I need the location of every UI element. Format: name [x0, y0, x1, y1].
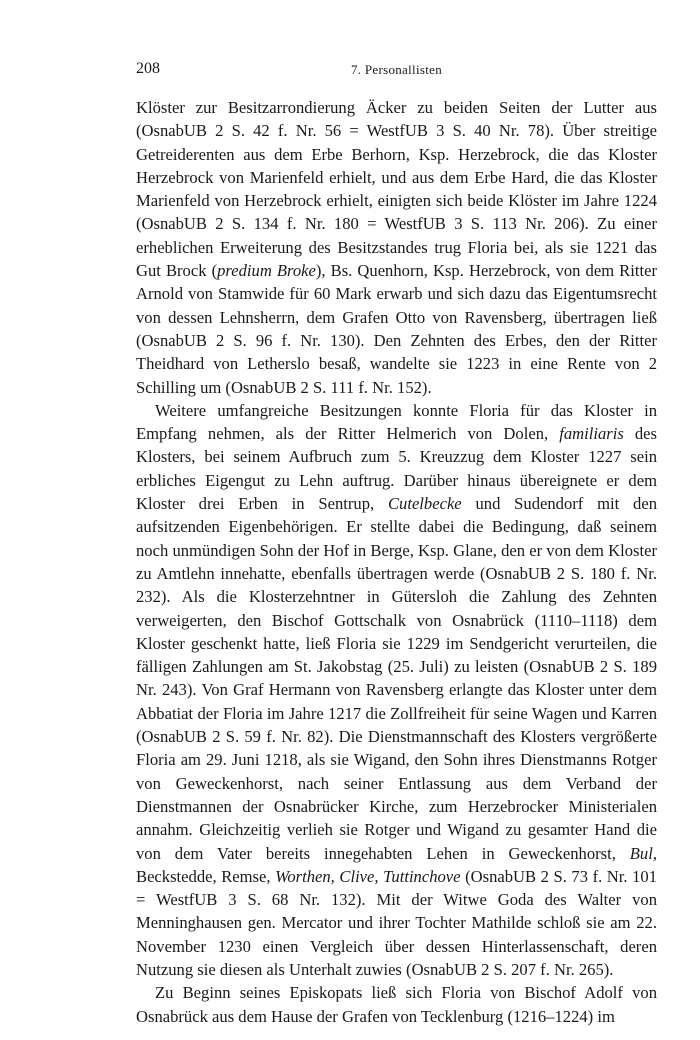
page-number: 208 — [136, 60, 160, 77]
paragraph-2: Weitere umfangreiche Besitzungen konnte Floria für das Kloster in Empfang nehmen, als der Ritter Helmerich von Dolen, familiaris des Klosters, bei seinem Aufbruch zum 5. Kreuzzug dem Kloster 1227 sein erbliches Eigengut zu Lehn auftrug. Darüber hinaus übereignete er dem Kloster drei Erben in Sentrup, Cutelbecke und Sudendorf mit den aufsitzenden Eigenbehörigen. Er stellte dabei die Bedingung, daß seinem noch unmündigen Sohn der Hof in Berge, Ksp. Glane, den er von dem Kloster zu Amtlehn innehatte, ebenfalls übertragen werde (OsnabUB 2 S. 180 f. Nr. 232). Als die Klosterzehntner in Gütersloh die Zahlung des Zehnten verweigerten, den Bischof Gottschalk von Osnabrück (1110–1118) dem Kloster geschenkt hatte, ließ Floria sie 1229 im Sendgericht verurteilen, die fälligen Zahlungen am St. Jakobstag (25. Juli) zu leisten (OsnabUB 2 S. 189 Nr. 243). Von Graf Hermann von Ravensberg erlangte das Kloster unter dem Abbatiat der Floria im Jahre 1217 die Zollfreiheit für seine Wagen und Karren (OsnabUB 2 S. 59 f. Nr. 82). Die Dienstmannschaft des Klosters vergrößerte Floria am 29. Juni 1218, als sie Wigand, den Sohn ihres Dienstmanns Rotger von Geweckenhorst, nach seiner Entlassung aus dem Verband der Dienstmannen der Osnabrücker Kirche, zum Herzebrocker Ministerialen annahm. Gleichzeitig verlieh sie Rotger und Wigand zu gesamter Hand die von dem Vater bereits innegehabten Lehen in Geweckenhorst, Bul, Beckstedde, Remse, Worthen, Clive, Tuttinchove (OsnabUB 2 S. 73 f. Nr. 101 = WestfUB 3 S. 68 Nr. 132). Mit der Witwe Goda des Walter von Menninghausen gen. Mercator und ihrer Tochter Mathilde schloß sie am 22. November 1230 einen Vergleich über dessen Hinterlassenschaft, deren Nutzung sie diesen als Unterhalt zuwies (OsnabUB 2 S. 207 f. Nr. 265). — [136, 400, 658, 979]
running-head: 7. Personallisten — [350, 62, 443, 77]
paragraph-3: Zu Beginn seines Episkopats ließ sich Floria von Bischof Adolf von Osnabrück aus dem Hause der Grafen von Tecklenburg (1216–1224) im — [136, 983, 657, 1026]
paragraph-1: Klöster zur Besitzarrondierung Äcker zu beiden Seiten der Lutter aus (OsnabUB 2 S. 42 f. Nr. 56 = WestfUB 3 S. 40 Nr. 78). Über streitige Getreiderenten aus dem Erbe Berhorn, Ksp. Herzebrock, die das Kloster Herzebrock von Marienfeld erhielt, und aus dem Erbe Hard, die das Kloster Marienfeld von Herzebrock erhielt, einigten sich beide Klöster im Jahre 1224 (OsnabUB 2 S. 134 f. Nr. 180 = WestfUB 3 S. 113 Nr. 206). Zu einer erheblichen Erweiterung des Besitzstandes trug Floria bei, als sie 1221 das Gut Brock (predium Broke), Bs. Quenhorn, Ksp. Herzebrock, von dem Ritter Arnold von Stamwide für 60 Mark erwarb und sich dazu das Eigentumsrecht von dessen Lehnsherrn, dem Grafen Otto von Ravensberg, übertragen ließ (OsnabUB 2 S. 96 f. Nr. 130). Den Zehnten des Erbes, den der Ritter Theidhard von Letherslo besaß, wandelte sie 1223 in eine Rente von 2 Schilling um (OsnabUB 2 S. 111 f. Nr. 152). — [136, 98, 657, 397]
page-header — [136, 60, 657, 82]
body-text — [136, 96, 657, 1028]
